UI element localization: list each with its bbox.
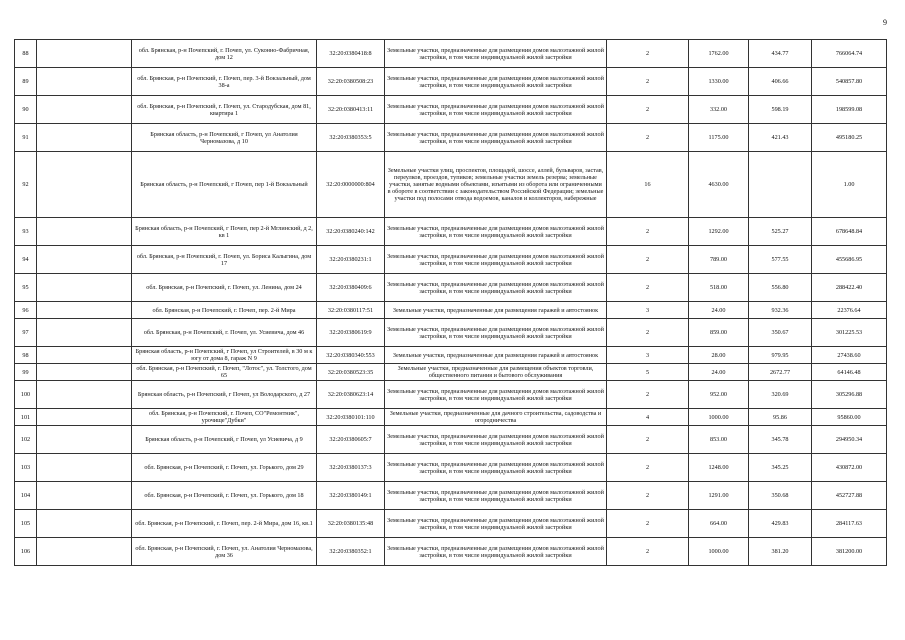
cadastral-value-cell: 198599.08 [812, 96, 887, 124]
area-cell: 518.00 [689, 274, 749, 302]
group-number-cell: 2 [607, 274, 689, 302]
row-number: 89 [15, 68, 37, 96]
address-cell: обл. Брянская, р-н Почепский, г. Почеп, "Лотос", ул. Толстого, дом 65 [132, 364, 317, 381]
cadastral-number-cell: 32:20:0380117:51 [317, 302, 385, 319]
area-cell: 28.00 [689, 347, 749, 364]
group-number-cell: 2 [607, 510, 689, 538]
cadastral-number-cell: 32:20:0380231:1 [317, 246, 385, 274]
row-number: 94 [15, 246, 37, 274]
table-body [15, 40, 887, 566]
cadastral-value-cell: 678648.84 [812, 218, 887, 246]
cadastral-value-cell: 301225.53 [812, 319, 887, 347]
area-cell: 789.00 [689, 246, 749, 274]
table-row [15, 347, 887, 364]
area-cell: 332.00 [689, 96, 749, 124]
row-number: 105 [15, 510, 37, 538]
group-number-cell: 2 [607, 124, 689, 152]
group-number-cell: 2 [607, 381, 689, 409]
area-cell: 1330.00 [689, 68, 749, 96]
cadastral-number-cell: 32:20:0380413:11 [317, 96, 385, 124]
land-use-cell: Земельные участки, предназначенные для размещения объектов торговли, общественного питания и бытового обслуживания [385, 364, 607, 381]
area-cell: 1000.00 [689, 538, 749, 566]
row-number: 95 [15, 274, 37, 302]
empty-cell [37, 246, 132, 274]
row-number: 97 [15, 319, 37, 347]
specific-value-cell: 577.55 [749, 246, 812, 274]
cadastral-number-cell: 32:20:0380135:48 [317, 510, 385, 538]
group-number-cell: 2 [607, 246, 689, 274]
area-cell: 859.00 [689, 319, 749, 347]
address-cell: Брянская область, р-н Почепский, г Почеп, ул Анатолия Черномазова, д 10 [132, 124, 317, 152]
row-number: 99 [15, 364, 37, 381]
cadastral-number-cell: 32:20:0380137:3 [317, 454, 385, 482]
land-use-cell: Земельные участки, предназначенные для размещения гаражей и автостоянок [385, 347, 607, 364]
group-number-cell: 2 [607, 218, 689, 246]
area-cell: 952.00 [689, 381, 749, 409]
group-number-cell: 2 [607, 482, 689, 510]
empty-cell [37, 40, 132, 68]
area-cell: 24.00 [689, 302, 749, 319]
area-cell: 1248.00 [689, 454, 749, 482]
table-row [15, 246, 887, 274]
empty-cell [37, 319, 132, 347]
land-use-cell: Земельные участки, предназначенные для размещения домов малоэтажной жилой застройки, в том числе индивидуальной жилой застройки [385, 381, 607, 409]
row-number: 92 [15, 152, 37, 218]
table-row [15, 96, 887, 124]
area-cell: 1000.00 [689, 409, 749, 426]
specific-value-cell: 350.68 [749, 482, 812, 510]
empty-cell [37, 218, 132, 246]
address-cell: обл. Брянская, р-н Почепский, г. Почеп, пер. 2-й Мира [132, 302, 317, 319]
cadastral-number-cell: 32:20:0380623:14 [317, 381, 385, 409]
land-use-cell: Земельные участки, предназначенные для размещения домов малоэтажной жилой застройки, в том числе индивидуальной жилой застройки [385, 454, 607, 482]
area-cell: 1291.00 [689, 482, 749, 510]
table-row [15, 364, 887, 381]
cadastral-value-cell: 22376.64 [812, 302, 887, 319]
cadastral-value-cell: 766064.74 [812, 40, 887, 68]
area-cell: 4630.00 [689, 152, 749, 218]
cadastral-value-cell: 381200.00 [812, 538, 887, 566]
specific-value-cell: 421.43 [749, 124, 812, 152]
cadastral-value-cell: 288422.40 [812, 274, 887, 302]
specific-value-cell: 345.25 [749, 454, 812, 482]
table-row [15, 124, 887, 152]
group-number-cell: 16 [607, 152, 689, 218]
address-cell: обл. Брянская, р-н Почепский, г. Почеп, ул. Стародубская, дом 81, квартира 1 [132, 96, 317, 124]
cadastral-table-wrap [14, 39, 886, 566]
table-row [15, 40, 887, 68]
land-use-cell: Земельные участки улиц, проспектов, площадей, шоссе, аллей, бульваров, застав, переулков, проездов, тупиков; земельные участки земель резерва; земельные участки, занятые водными объектами, изъятыми из оборота или ограниченными в обороте в соответствии с законодательством Российской Федерации; земельные участки под полосами отвода водоемов, каналов и коллекторов, набережные [385, 152, 607, 218]
table-row [15, 510, 887, 538]
row-number: 106 [15, 538, 37, 566]
group-number-cell: 2 [607, 40, 689, 68]
land-use-cell: Земельные участки, предназначенные для размещения домов малоэтажной жилой застройки, в том числе индивидуальной жилой застройки [385, 482, 607, 510]
empty-cell [37, 364, 132, 381]
empty-cell [37, 381, 132, 409]
specific-value-cell: 95.86 [749, 409, 812, 426]
group-number-cell: 2 [607, 426, 689, 454]
row-number: 90 [15, 96, 37, 124]
area-cell: 664.00 [689, 510, 749, 538]
group-number-cell: 4 [607, 409, 689, 426]
row-number: 98 [15, 347, 37, 364]
empty-cell [37, 454, 132, 482]
empty-cell [37, 68, 132, 96]
group-number-cell: 2 [607, 96, 689, 124]
table-row [15, 68, 887, 96]
specific-value-cell: 320.69 [749, 381, 812, 409]
empty-cell [37, 347, 132, 364]
table-row [15, 538, 887, 566]
specific-value-cell: 429.83 [749, 510, 812, 538]
cadastral-number-cell: 32:20:0380101:110 [317, 409, 385, 426]
group-number-cell: 2 [607, 68, 689, 96]
cadastral-value-cell: 294950.34 [812, 426, 887, 454]
empty-cell [37, 96, 132, 124]
cadastral-value-cell: 95860.00 [812, 409, 887, 426]
land-use-cell: Земельные участки, предназначенные для размещения домов малоэтажной жилой застройки, в том числе индивидуальной жилой застройки [385, 510, 607, 538]
cadastral-value-cell: 495180.25 [812, 124, 887, 152]
cadastral-number-cell: 32:20:0380605:7 [317, 426, 385, 454]
row-number: 91 [15, 124, 37, 152]
row-number: 103 [15, 454, 37, 482]
empty-cell [37, 482, 132, 510]
address-cell: обл. Брянская, р-н Почепский, г. Почеп, пер. 2-й Мира, дом 16, кв.1 [132, 510, 317, 538]
land-use-cell: Земельные участки, предназначенные для размещения домов малоэтажной жилой застройки, в том числе индивидуальной жилой застройки [385, 426, 607, 454]
empty-cell [37, 409, 132, 426]
empty-cell [37, 152, 132, 218]
land-use-cell: Земельные участки, предназначенные для размещения домов малоэтажной жилой застройки, в том числе индивидуальной жилой застройки [385, 538, 607, 566]
table-row [15, 319, 887, 347]
group-number-cell: 2 [607, 319, 689, 347]
specific-value-cell: 381.20 [749, 538, 812, 566]
row-number: 101 [15, 409, 37, 426]
cadastral-value-cell: 430872.00 [812, 454, 887, 482]
cadastral-number-cell: 32:20:0380409:6 [317, 274, 385, 302]
empty-cell [37, 510, 132, 538]
cadastral-number-cell: 32:20:0380240:142 [317, 218, 385, 246]
specific-value-cell: 434.77 [749, 40, 812, 68]
address-cell: Брянская область, р-н Почепский, г Почеп, ул Володарского, д 27 [132, 381, 317, 409]
cadastral-value-cell: 284117.63 [812, 510, 887, 538]
land-use-cell: Земельные участки, предназначенные для размещения домов малоэтажной жилой застройки, в том числе индивидуальной жилой застройки [385, 319, 607, 347]
cadastral-number-cell: 32:20:0380418:8 [317, 40, 385, 68]
specific-value-cell: 350.67 [749, 319, 812, 347]
area-cell: 1762.00 [689, 40, 749, 68]
row-number: 96 [15, 302, 37, 319]
table-row [15, 482, 887, 510]
empty-cell [37, 124, 132, 152]
area-cell: 1175.00 [689, 124, 749, 152]
land-use-cell: Земельные участки, предназначенные для размещения домов малоэтажной жилой застройки, в том числе индивидуальной жилой застройки [385, 40, 607, 68]
address-cell: обл. Брянская, р-н Почепский, г. Почеп, ул. Анатолия Черномазова, дом 36 [132, 538, 317, 566]
address-cell: обл. Брянская, р-н Почепский, г. Почеп, ул. Ленина, дом 24 [132, 274, 317, 302]
row-number: 88 [15, 40, 37, 68]
cadastral-value-cell: 1.00 [812, 152, 887, 218]
cadastral-value-cell: 64146.48 [812, 364, 887, 381]
cadastral-number-cell: 32:20:0380508:23 [317, 68, 385, 96]
group-number-cell: 3 [607, 302, 689, 319]
cadastral-number-cell: 32:20:0000000:804 [317, 152, 385, 218]
table-row [15, 302, 887, 319]
cadastral-number-cell: 32:20:0380619:9 [317, 319, 385, 347]
specific-value-cell [749, 152, 812, 218]
group-number-cell: 2 [607, 454, 689, 482]
table-row [15, 274, 887, 302]
table-row [15, 152, 887, 218]
specific-value-cell: 406.66 [749, 68, 812, 96]
cadastral-value-cell: 305296.88 [812, 381, 887, 409]
address-cell: обл. Брянская, р-н Почепский, г. Почеп, ул. Суконно-Фабричная, дом 12 [132, 40, 317, 68]
group-number-cell: 5 [607, 364, 689, 381]
address-cell: обл. Брянская, р-н Почепский, г. Почеп, ул. Усиевича, дом 46 [132, 319, 317, 347]
cadastral-number-cell: 32:20:0380340:553 [317, 347, 385, 364]
land-use-cell: Земельные участки, предназначенные для дачного строительства, садоводства и огородничества [385, 409, 607, 426]
empty-cell [37, 538, 132, 566]
group-number-cell: 3 [607, 347, 689, 364]
cadastral-value-cell: 27438.60 [812, 347, 887, 364]
row-number: 102 [15, 426, 37, 454]
cadastral-number-cell: 32:20:0380523:35 [317, 364, 385, 381]
land-use-cell: Земельные участки, предназначенные для размещения домов малоэтажной жилой застройки, в том числе индивидуальной жилой застройки [385, 246, 607, 274]
table-row [15, 218, 887, 246]
page-number: 9 [883, 18, 887, 27]
specific-value-cell: 598.19 [749, 96, 812, 124]
empty-cell [37, 274, 132, 302]
specific-value-cell: 979.95 [749, 347, 812, 364]
row-number: 104 [15, 482, 37, 510]
land-use-cell: Земельные участки, предназначенные для размещения домов малоэтажной жилой застройки, в том числе индивидуальной жилой застройки [385, 96, 607, 124]
land-use-cell: Земельные участки, предназначенные для размещения гаражей и автостоянок [385, 302, 607, 319]
address-cell: обл. Брянская, р-н Почепский, г. Почеп, пер. 3-й Вокзальный, дом 38-а [132, 68, 317, 96]
address-cell: Брянская область, р-н Почепский, г Почеп, пер 2-й Мглинский, д 2, кв 1 [132, 218, 317, 246]
specific-value-cell: 525.27 [749, 218, 812, 246]
row-number: 100 [15, 381, 37, 409]
cadastral-number-cell: 32:20:0380352:1 [317, 538, 385, 566]
empty-cell [37, 302, 132, 319]
address-cell: обл. Брянская, р-н Почепский, г. Почеп, СО"Ремонтник", урочище"Дубки" [132, 409, 317, 426]
cadastral-number-cell: 32:20:0380353:5 [317, 124, 385, 152]
address-cell: обл. Брянская, р-н Почепский, г. Почеп, ул. Бориса Калыгина, дом 17 [132, 246, 317, 274]
land-use-cell: Земельные участки, предназначенные для размещения домов малоэтажной жилой застройки, в том числе индивидуальной жилой застройки [385, 218, 607, 246]
group-number-cell: 2 [607, 538, 689, 566]
specific-value-cell: 2672.77 [749, 364, 812, 381]
land-use-cell: Земельные участки, предназначенные для размещения домов малоэтажной жилой застройки, в том числе индивидуальной жилой застройки [385, 124, 607, 152]
area-cell: 853.00 [689, 426, 749, 454]
area-cell: 1292.00 [689, 218, 749, 246]
area-cell: 24.00 [689, 364, 749, 381]
specific-value-cell: 345.78 [749, 426, 812, 454]
empty-cell [37, 426, 132, 454]
table-row [15, 454, 887, 482]
cadastral-value-cell: 455686.95 [812, 246, 887, 274]
table-row [15, 381, 887, 409]
row-number: 93 [15, 218, 37, 246]
cadastral-value-table [14, 39, 887, 566]
cadastral-value-cell: 452727.88 [812, 482, 887, 510]
address-cell: обл. Брянская, р-н Почепский, г. Почеп, ул. Горького, дом 18 [132, 482, 317, 510]
address-cell: обл. Брянская, р-н Почепский, г. Почеп, ул. Горького, дом 29 [132, 454, 317, 482]
table-row [15, 426, 887, 454]
cadastral-value-cell: 540857.80 [812, 68, 887, 96]
table-row [15, 409, 887, 426]
land-use-cell: Земельные участки, предназначенные для размещения домов малоэтажной жилой застройки, в том числе индивидуальной жилой застройки [385, 274, 607, 302]
land-use-cell: Земельные участки, предназначенные для размещения домов малоэтажной жилой застройки, в том числе индивидуальной жилой застройки [385, 68, 607, 96]
address-cell: Брянская область, р-н Почепский, г Почеп, ул Усиевича, д 9 [132, 426, 317, 454]
specific-value-cell: 932.36 [749, 302, 812, 319]
cadastral-number-cell: 32:20:0380149:1 [317, 482, 385, 510]
address-cell: Брянская область, р-н Почепский, г Почеп, пер 1-й Вокзальный [132, 152, 317, 218]
address-cell: Брянская область, р-н Почепский, г Почеп, ул Строителей, в 30 м к югу от дома 8, гараж N 9 [132, 347, 317, 364]
specific-value-cell: 556.80 [749, 274, 812, 302]
